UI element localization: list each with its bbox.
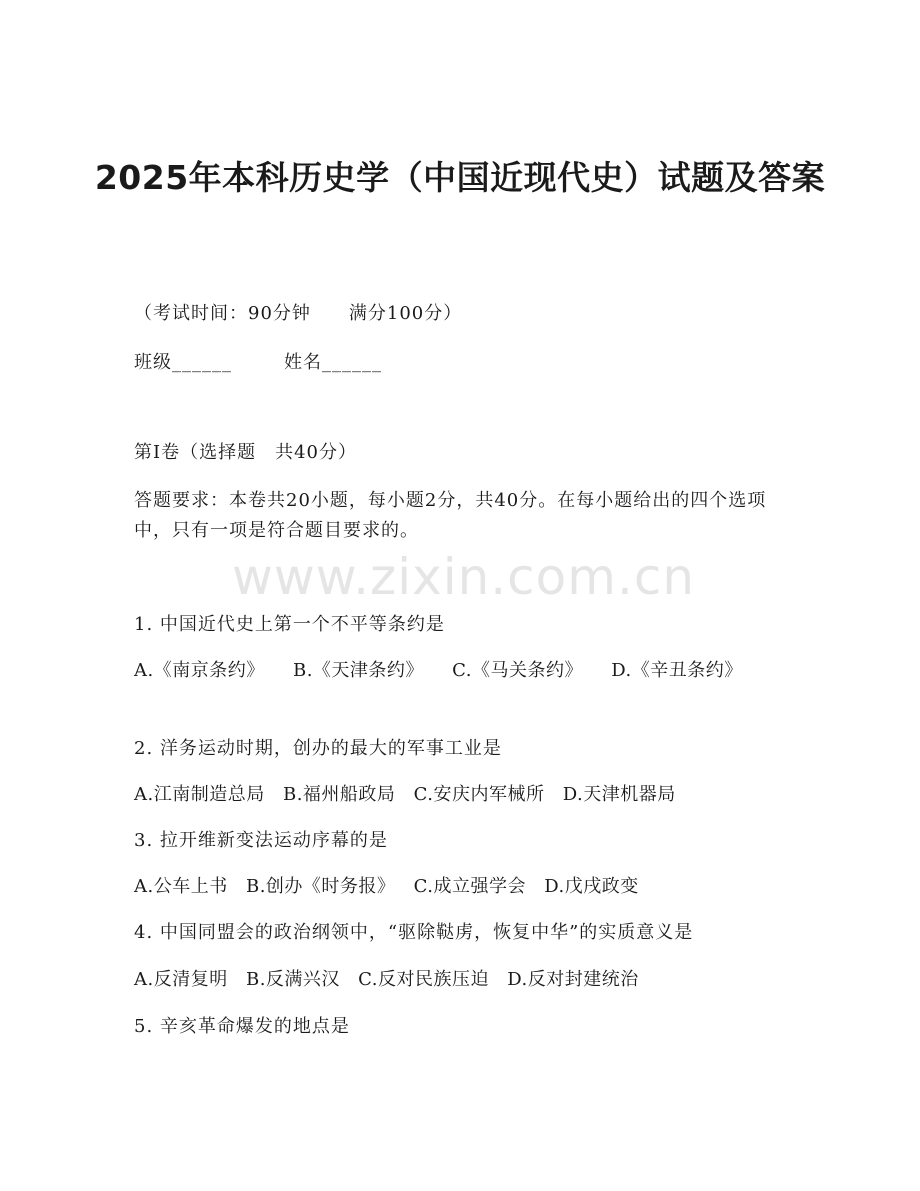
question-2-stem: 2. 洋务运动时期，创办的最大的军事工业是 (134, 738, 502, 759)
option-d: D.戊戌政变 (544, 876, 639, 897)
option-c: C.安庆内军械所 (413, 784, 545, 805)
question-2-options (134, 781, 784, 809)
option-a: A.江南制造总局 (134, 784, 265, 805)
question-1-options (134, 657, 784, 685)
option-b: B.福州船政局 (282, 784, 396, 805)
option-c: C.《马关条约》 (452, 660, 584, 681)
class-label: 班级______ (134, 352, 232, 373)
option-d: D.《辛丑条约》 (611, 660, 743, 681)
question-5-stem: 5. 辛亥革命爆发的地点是 (134, 1016, 350, 1037)
option-b: B.反满兴汉 (245, 969, 340, 990)
option-a: A.公车上书 (134, 876, 228, 897)
question-4-options (134, 966, 784, 994)
option-b: B.《天津条约》 (292, 660, 424, 681)
name-label: 姓名______ (284, 352, 382, 373)
option-a: A.反清复明 (134, 969, 228, 990)
section-instructions: 答题要求：本卷共20小题，每小题2分，共40分。在每小题给出的四个选项中，只有一项是符合题目要求的。 (134, 490, 767, 541)
option-a: A.《南京条约》 (134, 660, 265, 681)
question-3-stem: 3. 拉开维新变法运动序幕的是 (134, 830, 388, 851)
student-info-row (134, 351, 382, 375)
question-3-options (134, 873, 784, 901)
document-title: 2025年本科历史学（中国近现代史）试题及答案 (94, 158, 826, 197)
option-d: D.天津机器局 (562, 784, 676, 805)
option-c: C.反对民族压迫 (358, 969, 490, 990)
site-watermark: www.zixin.com.cn (232, 548, 696, 606)
option-d: D.反对封建统治 (507, 969, 639, 990)
question-4-stem: 4. 中国同盟会的政治纲领中，“驱除鞑虏，恢复中华”的实质意义是 (134, 922, 694, 943)
option-b: B.创办《时务报》 (245, 876, 396, 897)
section-heading: 第Ⅰ卷（选择题 共40分） (134, 442, 358, 463)
exam-time-info: （考试时间：90分钟 满分100分） (134, 303, 463, 324)
option-c: C.成立强学会 (413, 876, 527, 897)
question-1-stem: 1. 中国近代史上第一个不平等条约是 (134, 614, 445, 635)
